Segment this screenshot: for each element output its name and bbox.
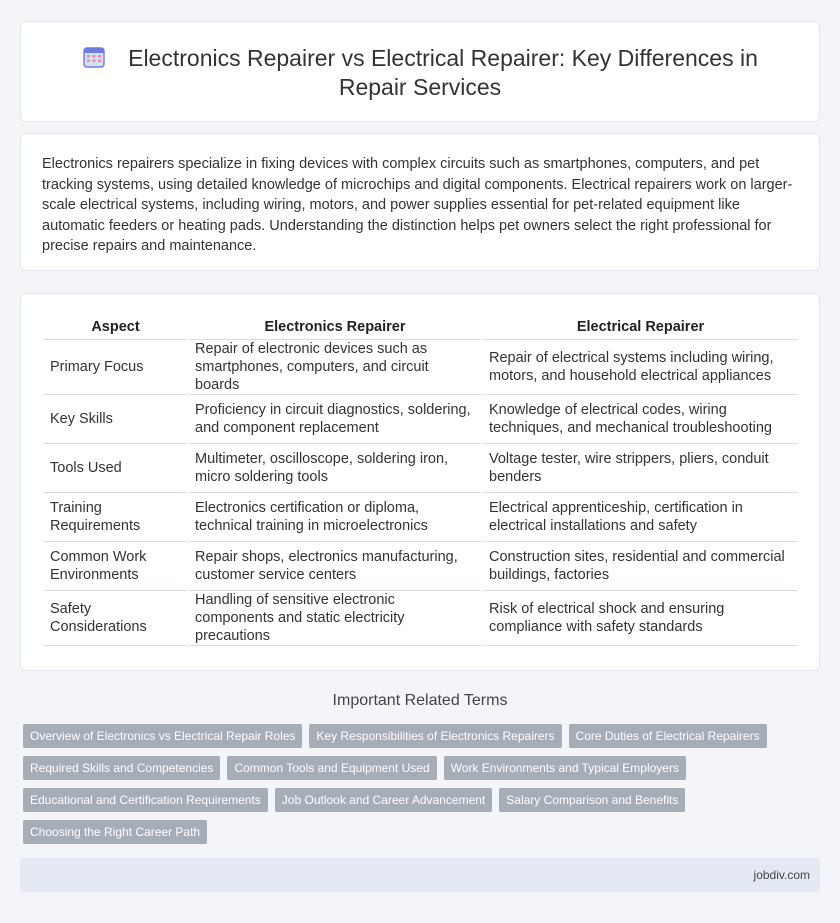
column-header-electrical: Electrical Repairer <box>483 314 798 340</box>
related-terms-title: Important Related Terms <box>332 692 508 709</box>
related-term-tag[interactable]: Required Skills and Competencies <box>23 756 220 780</box>
page-title-wrap <box>21 44 819 102</box>
electronics-cell: Repair shops, electronics manufacturing, customer service centers <box>189 542 481 591</box>
comparison-card <box>20 293 820 671</box>
aspect-cell: Training Requirements <box>44 493 187 542</box>
related-term-tag[interactable]: Overview of Electronics vs Electrical Repair Roles <box>23 724 302 748</box>
aspect-cell: Key Skills <box>44 395 187 444</box>
page-title: Electronics Repairer vs Electrical Repairer: Key Differences in Repair Services <box>128 45 758 100</box>
aspect-cell: Common Work Environments <box>44 542 187 591</box>
calendar-icon <box>82 45 106 69</box>
related-term-tag[interactable]: Key Responsibilities of Electronics Repairers <box>309 724 561 748</box>
related-term-tag[interactable]: Core Duties of Electrical Repairers <box>569 724 767 748</box>
aspect-cell: Tools Used <box>44 444 187 493</box>
column-header-electronics: Electronics Repairer <box>189 314 481 340</box>
electronics-cell: Handling of sensitive electronic components and static electricity precautions <box>189 591 481 646</box>
related-term-tag[interactable]: Salary Comparison and Benefits <box>499 788 685 812</box>
table-row <box>44 493 798 542</box>
table-row <box>44 591 798 646</box>
electrical-cell: Construction sites, residential and commercial buildings, factories <box>483 542 798 591</box>
electrical-cell: Repair of electrical systems including wiring, motors, and household electrical appliances <box>483 340 798 395</box>
electrical-cell: Risk of electrical shock and ensuring compliance with safety standards <box>483 591 798 646</box>
electronics-cell: Electronics certification or diploma, technical training in microelectronics <box>189 493 481 542</box>
related-term-tag[interactable]: Common Tools and Equipment Used <box>227 756 436 780</box>
electronics-cell: Proficiency in circuit diagnostics, soldering, and component replacement <box>189 395 481 444</box>
intro-paragraph: Electronics repairers specialize in fixing devices with complex circuits such as smartphones, computers, and pet tracking systems, using detailed knowledge of microchips and digital components. Electrical repairers work on larger-scale electrical systems, including wiring, motors, and power supplies essential for pet-related equipment like automatic feeders or heating pads. Understanding the distinction helps pet owners select the right professional for precise repairs and maintenance. <box>42 156 793 254</box>
table-row <box>44 444 798 493</box>
header-card <box>20 21 820 122</box>
footer <box>20 858 820 892</box>
comparison-table <box>42 314 800 646</box>
aspect-cell: Primary Focus <box>44 340 187 395</box>
electronics-cell: Repair of electronic devices such as smartphones, computers, and circuit boards <box>189 340 481 395</box>
related-term-tag[interactable]: Job Outlook and Career Advancement <box>275 788 492 812</box>
intro-card <box>20 133 820 271</box>
table-header-row <box>44 314 798 340</box>
electrical-cell: Voltage tester, wire strippers, pliers, conduit benders <box>483 444 798 493</box>
electrical-cell: Electrical apprenticeship, certification in electrical installations and safety <box>483 493 798 542</box>
table-row <box>44 395 798 444</box>
footer-site-link[interactable]: jobdiv.com <box>753 868 810 882</box>
table-row <box>44 542 798 591</box>
electronics-cell: Multimeter, oscilloscope, soldering iron, micro soldering tools <box>189 444 481 493</box>
aspect-cell: Safety Considerations <box>44 591 187 646</box>
electrical-cell: Knowledge of electrical codes, wiring techniques, and mechanical troubleshooting <box>483 395 798 444</box>
related-term-tag[interactable]: Choosing the Right Career Path <box>23 820 207 844</box>
related-term-tag[interactable]: Educational and Certification Requirements <box>23 788 268 812</box>
related-terms-list <box>23 724 813 852</box>
related-term-tag[interactable]: Work Environments and Typical Employers <box>444 756 686 780</box>
table-row <box>44 340 798 395</box>
column-header-aspect: Aspect <box>44 314 187 340</box>
